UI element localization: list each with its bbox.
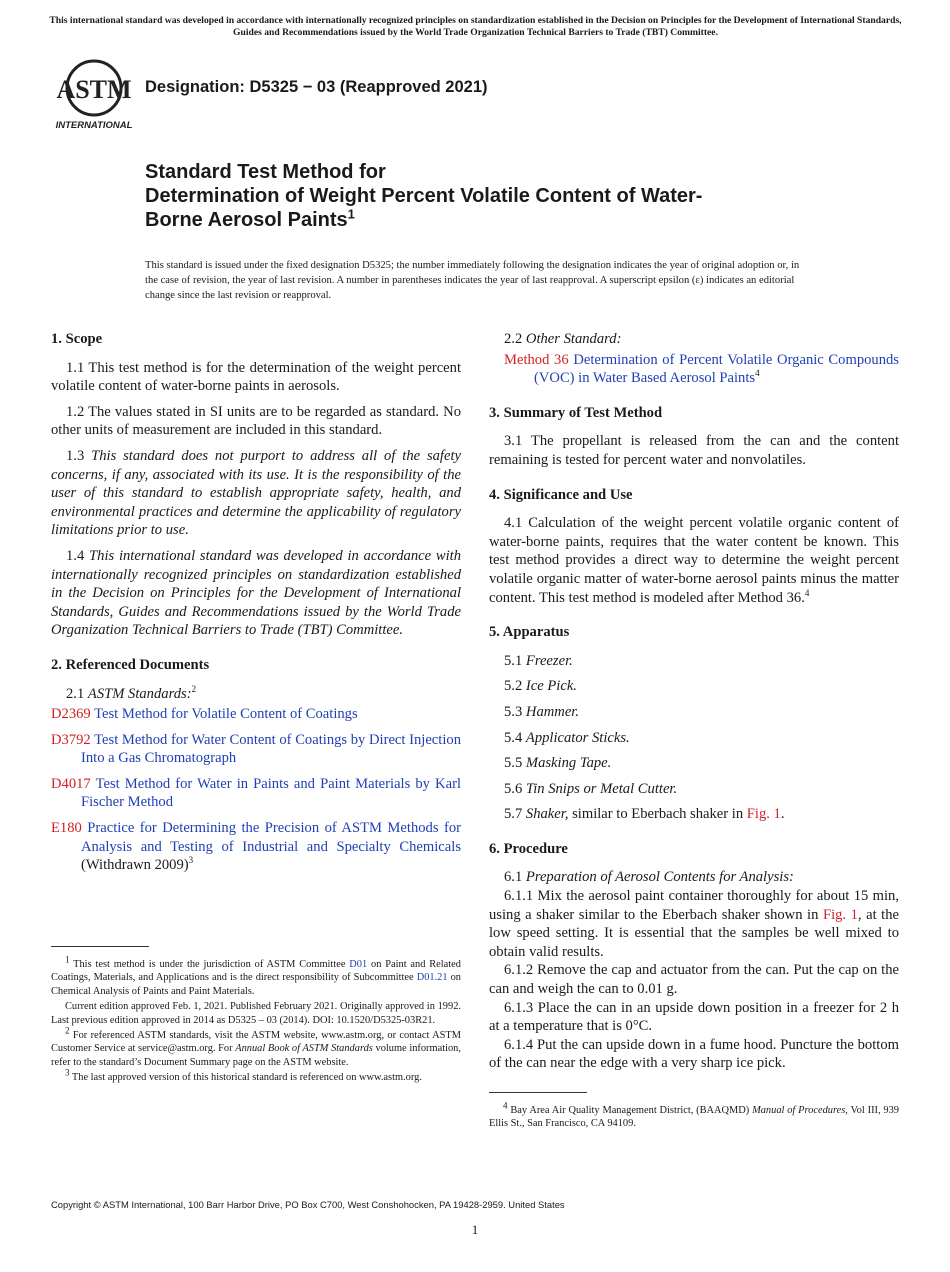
footnote-3 <box>51 1067 461 1084</box>
summary-heading: 3. Summary of Test Method <box>489 404 663 421</box>
footnote-3-mark: 3 <box>65 1067 70 1078</box>
procedure-6-1 <box>489 868 899 887</box>
significance-heading: 4. Significance and Use <box>489 486 633 503</box>
scope-1-3-text: This standard does not purport to address all of the safety concerns, if any, associated with its use. It is the responsibility of the user of this standard to establish appropriate safety, health, and environmental practices and determine the applicability of regulatory limitations prior to use. <box>51 447 461 539</box>
apparatus-num: 5.4 <box>504 729 523 746</box>
ref-title[interactable]: Test Method for Volatile Content of Coatings <box>94 706 358 723</box>
apparatus-num: 5.2 <box>504 678 523 695</box>
fig-1-link[interactable]: Fig. 1 <box>746 806 781 823</box>
scope-1-4-num: 1.4 <box>66 547 85 564</box>
ref-code[interactable]: D3792 <box>51 731 91 748</box>
apparatus-num: 5.1 <box>504 652 523 669</box>
apparatus-item <box>489 729 899 748</box>
footnote-4 <box>489 1100 900 1131</box>
document-title <box>145 160 845 232</box>
summary-3-1: 3.1 The propellant is released from the can and the content remaining is tested for percent water and nonvolatiles. <box>489 433 899 468</box>
ref-withdrawn-note: (Withdrawn 2009) <box>81 857 189 874</box>
copyright: Copyright © ASTM International, 100 Barr Harbor Drive, PO Box C700, West Conshohocken, PA 19428-2959. United States <box>51 1199 565 1210</box>
footnotes-left <box>51 954 461 1087</box>
astm-standards-num: 2.1 <box>66 685 85 702</box>
other-standard-text: Other Standard: <box>525 331 622 347</box>
apparatus-item <box>489 754 899 773</box>
ref-footnote-mark: 3 <box>188 855 194 866</box>
astm-standards-mark: 2 <box>191 683 197 694</box>
footnote-divider-right <box>489 1092 587 1093</box>
apparatus-name: Masking Tape. <box>525 755 612 772</box>
scope-1-3 <box>51 447 461 540</box>
apparatus-name: Shaker, <box>525 806 569 823</box>
title-footnote-mark: 1 <box>347 206 355 222</box>
footnote-1-text-a: This test method is under the jurisdiction of ASTM Committee <box>69 959 350 970</box>
apparatus-name: Tin Snips or Metal Cutter. <box>525 780 678 797</box>
procedure-6-1-3: 6.1.3 Place the can in an upside down position in a freezer for 2 h at a temperature that is 0°C. <box>489 999 899 1035</box>
footnote-1-text-b: on Paint and Related Coatings, Materials, and Applications and is the direct responsibility of Subcommittee <box>51 959 461 984</box>
logo-letters: ASTM <box>56 75 132 104</box>
scope-1-2: 1.2 The values stated in SI units are to be regarded as standard. No other units of measurement are included in this standard. <box>51 403 461 439</box>
scope-1-3-num: 1.3 <box>66 447 85 464</box>
logo-subtext: INTERNATIONAL <box>55 120 133 130</box>
procedure-heading: 6. Procedure <box>489 840 568 857</box>
procedure-6-1-num: 6.1 <box>504 869 523 886</box>
ref-e180[interactable] <box>51 819 461 875</box>
ref-method-36[interactable] <box>504 351 899 388</box>
referenced-documents-heading: 2. Referenced Documents <box>51 656 210 673</box>
apparatus-num: 5.6 <box>504 780 523 797</box>
footnote-divider-left <box>51 946 149 947</box>
footnote-1-text-c: on Chemical Analysis of Paints and Paint Materials. <box>51 972 461 997</box>
title-line-1: Standard Test Method for <box>145 161 386 183</box>
ref-code[interactable]: D2369 <box>51 706 91 723</box>
left-column <box>51 330 461 882</box>
ref-d3792[interactable] <box>51 731 461 768</box>
top-notice: This international standard was developed in accordance with internationally recognized principles on standardization established in the Decision on Principles for the Development of International Standards, Guides and Recommendations issued by the World Trade Organization Technical Barriers to Trade (TBT) Committee. <box>49 15 902 38</box>
astm-standards-text: ASTM Standards: <box>87 685 192 702</box>
scope-1-4 <box>51 547 461 640</box>
procedure-6-1-4: 6.1.4 Put the can upside down in a fume hood. Puncture the bottom of the can near the edge with a very sharp ice pick. <box>489 1036 899 1072</box>
apparatus-num: 5.7 <box>504 806 523 823</box>
other-standard-num: 2.2 <box>504 331 523 347</box>
footnote-4-text-b: , Vol III, 939 Ellis St., San Francisco, CA 94109. <box>489 1105 900 1130</box>
footnote-3-text: The last approved version of this historical standard is referenced on www.astm.org. <box>69 1072 422 1084</box>
significance-4-1 <box>489 514 899 607</box>
designation: Designation: D5325 − 03 (Reapproved 2021) <box>145 78 488 96</box>
page-number: 1 <box>471 1222 479 1237</box>
apparatus-name: Applicator Sticks. <box>525 729 630 746</box>
ref-title[interactable]: Test Method for Water in Paints and Paint Materials by Karl Fischer Method <box>81 775 461 811</box>
ref-d4017[interactable] <box>51 775 461 812</box>
issued-note: This standard is issued under the fixed designation D5325; the number immediately following the designation indicates the year of original adoption or, in the case of revision, the year of last revision. A number in parentheses indicates the year of last reapproval. A superscript epsilon (ε) indicates an editorial change since the last revision or reapproval. <box>145 260 800 301</box>
shaker-end: . <box>780 806 785 823</box>
procedure-6-1-1-text-a: 6.1.1 Mix the aerosol paint container thoroughly for about 15 min, using a shaker similar to the Eberbach shaker shown in <box>489 888 899 923</box>
footnote-2-text-a: For referenced ASTM standards, visit the ASTM website, www.astm.org, or contact ASTM Customer Service at service@astm.org. For <box>51 1030 461 1055</box>
procedure-6-1-1 <box>489 887 899 961</box>
footnote-2-italic: Annual Book of ASTM Standards <box>235 1043 373 1055</box>
significance-footnote-mark: 4 <box>804 587 810 598</box>
scope-1-4-text: This international standard was developed in accordance with internationally recognized principles on standardization established in the Decision on Principles for the Development of International Standards, Guides and Recommendations issued by the World Trade Organization Technical Barriers to Trade (TBT) Committee. <box>51 547 462 639</box>
shaker-text: similar to Eberbach shaker in <box>568 806 747 823</box>
ref-title[interactable]: Determination of Percent Volatile Organic Compounds (VOC) in Water Based Aerosol Paints <box>534 351 899 387</box>
astm-logo-icon <box>52 58 136 130</box>
ref-title[interactable]: Test Method for Water Content of Coatings by Direct Injection Into a Gas Chromatograph <box>81 731 461 767</box>
footnote-1-edition: Current edition approved Feb. 1, 2021. Published February 2021. Originally approved in 1992. Last previous edition approved in 2014 as D5325 – 03 (2014). DOI: 10.1520/D5325-03R21. <box>51 1001 461 1026</box>
footnote-1 <box>51 954 461 998</box>
ref-code[interactable]: E180 <box>51 820 82 837</box>
procedure-6-1-2: 6.1.2 Remove the cap and actuator from the can. Put the cap on the can and weigh the can to 0.01 g. <box>489 962 899 998</box>
significance-4-1-text: 4.1 Calculation of the weight percent volatile organic content of water-borne paints, requires that the water content be known. This test method provides a direct way to determine the weight percent volatile organic matter of water-borne aerosol paints minus the matter content. This test method is modeled after Method 36. <box>489 515 899 606</box>
ref-code[interactable]: Method 36 <box>504 351 569 368</box>
footnotes-right <box>489 1100 900 1131</box>
title-line-3: Borne Aerosol Paints <box>145 209 348 231</box>
ref-code[interactable]: D4017 <box>51 775 91 792</box>
apparatus-item-shaker <box>489 805 899 824</box>
apparatus-heading: 5. Apparatus <box>489 624 570 641</box>
footnote-2-mark: 2 <box>65 1025 70 1036</box>
apparatus-item <box>489 703 899 722</box>
ref-footnote-mark: 4 <box>755 368 760 379</box>
fig-1-link[interactable]: Fig. 1 <box>822 906 858 923</box>
apparatus-name: Hammer. <box>525 703 580 720</box>
apparatus-name: Freezer. <box>525 652 573 669</box>
footnote-4-text-a: Bay Area Air Quality Management District, (BAAQMD) <box>507 1105 753 1116</box>
apparatus-name: Ice Pick. <box>525 678 577 695</box>
procedure-6-1-text: Preparation of Aerosol Contents for Analysis: <box>525 869 794 886</box>
ref-title[interactable]: Practice for Determining the Precision of ASTM Methods for Analysis and Testing of Industrial and Specialty Chemicals <box>81 820 462 855</box>
other-standard-label <box>489 330 899 349</box>
footnote-2 <box>51 1025 461 1069</box>
scope-1-1: 1.1 This test method is for the determination of the weight percent volatile content of water-borne paints in aerosols. <box>51 359 461 395</box>
title-line-2: Determination of Weight Percent Volatile Content of Water- <box>145 185 703 207</box>
footnote-4-italic: Manual of Procedures <box>752 1105 846 1116</box>
committee-d01-link[interactable]: D01 <box>349 959 368 970</box>
apparatus-num: 5.5 <box>504 755 523 772</box>
apparatus-item <box>489 652 899 671</box>
subcommittee-d01-21-link[interactable]: D01.21 <box>416 972 448 984</box>
apparatus-num: 5.3 <box>504 703 523 720</box>
astm-standards-label <box>51 685 461 704</box>
apparatus-item <box>489 780 899 799</box>
apparatus-item <box>489 677 899 696</box>
footnote-1-mark: 1 <box>65 954 70 965</box>
right-column <box>489 330 899 1073</box>
footnote-2-text-b: volume information, refer to the standard’s Document Summary page on the ASTM website. <box>51 1043 461 1068</box>
footnote-4-mark: 4 <box>503 1100 508 1111</box>
ref-d2369[interactable] <box>51 705 461 724</box>
procedure-6-1-1-text-b: , at the low speed setting. It is essential that the samples be well mixed to obtain valid results. <box>489 906 899 960</box>
scope-heading: 1. Scope <box>51 331 103 347</box>
